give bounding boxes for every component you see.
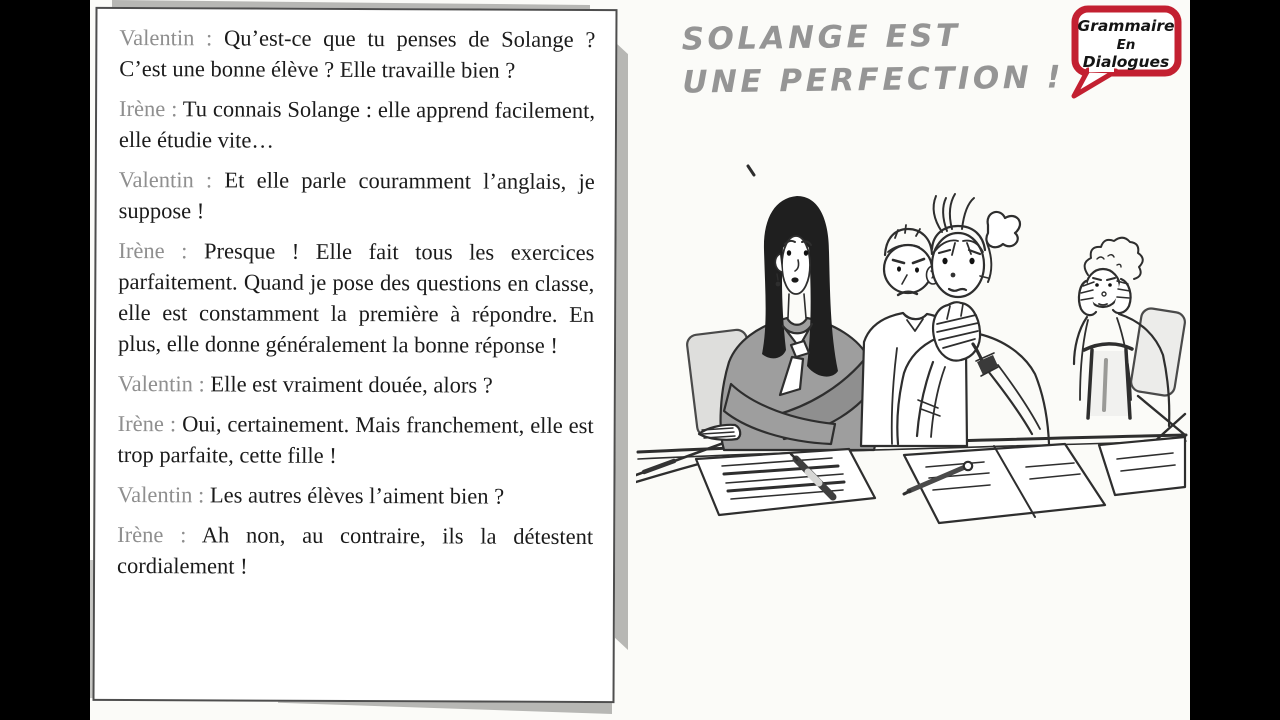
dialogue-paragraph	[118, 235, 595, 361]
left-black-bar	[0, 0, 90, 720]
utterance-text: Et elle parle couramment l’anglais, je suppose !	[118, 167, 595, 224]
dialogue-text	[117, 22, 595, 583]
speaker-name: Valentin :	[119, 24, 225, 51]
speaker-name: Valentin :	[117, 370, 211, 397]
logo-text-line1: Grammaire	[1077, 17, 1175, 35]
long-pencil-dark-band	[644, 461, 674, 472]
utterance-text: Tu connais Solange : elle apprend facilement, elle étudie vite…	[118, 96, 596, 153]
dialogue-paragraph	[119, 93, 595, 157]
speaker-name: Irène :	[118, 237, 205, 264]
teacher-figure	[699, 196, 878, 450]
lesson-title-line1: SOLANGE EST	[681, 17, 961, 58]
lesson-title-line2: UNE PERFECTION !	[682, 59, 1065, 101]
logo-text-line3: Dialogues	[1082, 53, 1170, 71]
dialogue-paragraph	[117, 479, 593, 512]
right-chair	[1130, 307, 1187, 397]
dialogue-paragraph	[117, 408, 593, 472]
teacher-earring	[776, 282, 781, 287]
hair-bow	[986, 212, 1020, 247]
classroom-illustration	[636, 148, 1190, 550]
logo-text-line2: En	[1116, 37, 1136, 53]
brand-logo	[1068, 4, 1192, 102]
speaker-name: Valentin :	[118, 166, 225, 193]
speaker-name: Valentin :	[117, 481, 210, 508]
lesson-title	[681, 13, 1064, 104]
center-paper	[904, 444, 1105, 523]
utterance-text: Qu’est-ce que tu penses de Solange ? C’est une bonne élève ? Elle travaille bien ?	[119, 25, 596, 83]
dialogue-paragraph	[117, 519, 593, 583]
dialogue-paragraph	[119, 164, 595, 228]
utterance-text: Les autres élèves l’aiment bien ?	[209, 482, 505, 509]
utterance-text: Oui, certainement. Mais franchement, elle est trop parfaite, cette fille !	[117, 411, 594, 468]
stray-pen-mark	[748, 166, 754, 175]
utterance-text: Ah non, au contraire, ils la détestent cordialement !	[117, 522, 594, 579]
right-black-bar	[1190, 0, 1280, 720]
stool	[1084, 344, 1132, 418]
utterance-text: Presque ! Elle fait tous les exercices parfaitement. Quand je pose des questions en classe, elle est constamment la première à répondre. En plus, elle donne généralement la bonne réponse !	[117, 238, 595, 358]
dialogue-box	[92, 7, 617, 703]
dialogue-paragraph	[119, 22, 595, 86]
utterance-text: Elle est vraiment douée, alors ?	[210, 371, 493, 398]
speaker-name: Irène :	[119, 95, 183, 122]
book-page	[90, 0, 1190, 720]
dialogue-paragraph	[118, 368, 594, 401]
speaker-name: Irène :	[117, 410, 183, 437]
left-paper	[696, 449, 875, 515]
speaker-name: Irène :	[117, 521, 202, 548]
